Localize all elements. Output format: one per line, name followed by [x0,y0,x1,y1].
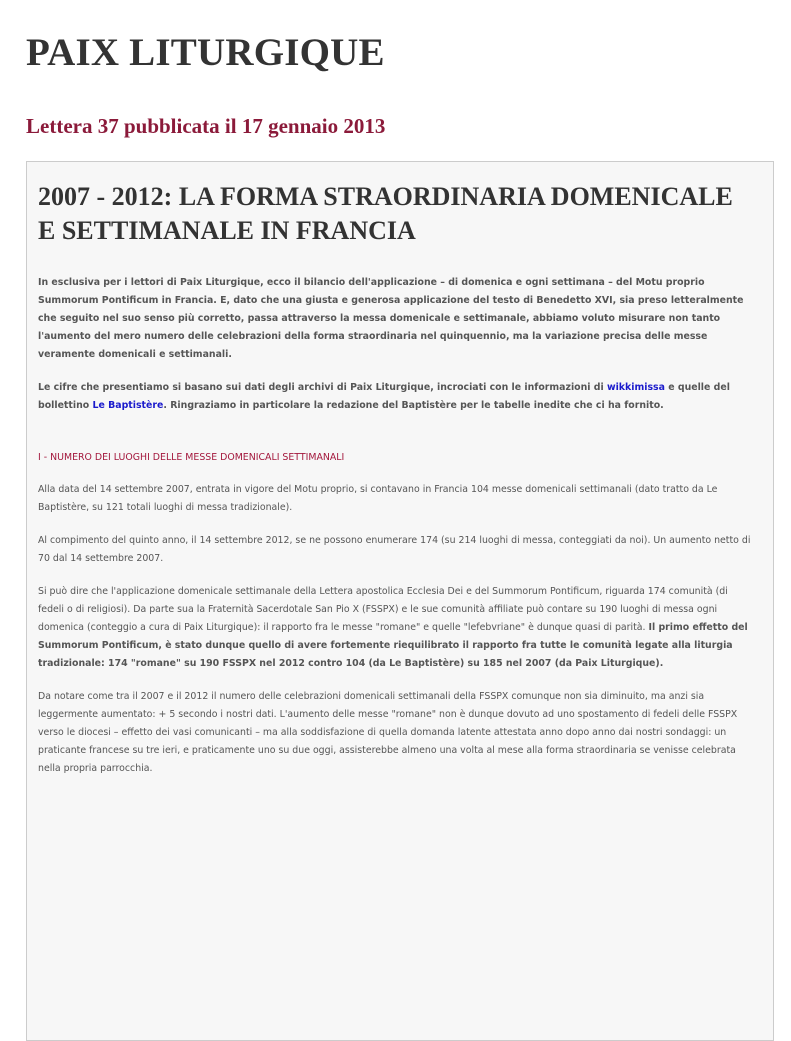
paragraph-fsspx-note: Da notare come tra il 2007 e il 2012 il numero delle celebrazioni domenicali settimanali della FSSPX comunque non sia diminuito, ma anzi sia leggermente aumentato: + 5 secondo i nostri dati. L'aumento delle messe "romane" non è dunque dovuto ad uno spostamento di fedeli delle FSSPX verso le diocesi – effetto dei vasi comunicanti – ma alla soddisfazione di quella domanda latente attestata anno dopo anno dai nostri sondaggi: un praticante francese su tre ieri, e praticamente uno su due oggi, assisterebbe almeno una volta al mese alla forma straordinaria se venisse celebrata nella propria parrocchia. [38,691,738,774]
sources-text-b: e quelle del bollettino [38,382,730,411]
sources-text-c: . Ringraziamo in particolare la redazione del Baptistère per le tabelle inedite che ci ha fornito. [163,400,664,411]
communities-text: Si può dire che l'applicazione domenicale settimanale della Lettera apostolica Ecclesia Dei e del Summorum Pontificum, riguarda 174 comunità (di fedeli o di religiosi). Da parte sua la Fraternità Sacerdotale San Pio X (FSSPX) e le sue comunità affiliate può contare su 190 luoghi di messa ogni domenica (conteggio a cura di Paix Liturgique): il rapporto fra le messe "romane" e quelle "lefebvriane" è dunque quasi di parità. [38,586,728,633]
paragraph-2007-count: Alla data del 14 settembre 2007, entrata in vigore del Motu proprio, si contavano in Francia 104 messe domenicali settimanali (dato tratto da Le Baptistère, su 121 totali luoghi di messa tradizionale). [38,484,718,513]
intro-paragraph: In esclusiva per i lettori di Paix Liturgique, ecco il bilancio dell'applicazione – di domenica e ogni settimana – del Motu proprio Summorum Pontificum in Francia. E, dato che una giusta e generosa applicazione del testo di Benedetto XVI, sia preso letteralmente che seguito nel suo senso più corretto, passa attraverso la messa domenicale e settimanale, abbiamo voluto misurare non tanto l'aumento del mero numero delle celebrazioni della forma straordinaria nel quinquennio, ma la variazione precisa delle messe veramente domenicali e settimanali. [38,277,744,360]
communities-emphasis: Il primo effetto del Summorum Pontificum, è stato dunque quello di avere fortemente riequilibrato il rapporto fra tutte le comunità legate alla liturgia tradizionale: 174 "romane" su 190 FSSPX nel 2012 contro 104 (da Le Baptistère) su 185 nel 2007 (da Paix Liturgique). [38,622,748,669]
sources-text-a: Le cifre che presentiamo si basano sui dati degli archivi di Paix Liturgique, incrociati con le informazioni di [38,382,607,393]
site-title: PAIX LITURGIQUE [26,31,385,74]
article-box [26,161,774,1041]
letter-subtitle: Lettera 37 pubblicata il 17 gennaio 2013 [26,114,386,138]
sources-paragraph [38,379,755,415]
article-title: 2007 - 2012: LA FORMA STRAORDINARIA DOMENICALE E SETTIMANALE IN FRANCIA [38,182,733,245]
section-heading: I - NUMERO DEI LUOGHI DELLE MESSE DOMENICALI SETTIMANALI [38,452,345,463]
wikkimissa-link[interactable]: wikkimissa [606,382,665,393]
le-baptistere-link[interactable]: Le Baptistère [92,400,164,411]
paragraph-communities [38,583,755,673]
paragraph-2012-count: Al compimento del quinto anno, il 14 settembre 2012, se ne possono enumerare 174 (su 214 luoghi di messa, conteggiati da noi). Un aumento netto di 70 dal 14 settembre 2007. [38,535,751,564]
